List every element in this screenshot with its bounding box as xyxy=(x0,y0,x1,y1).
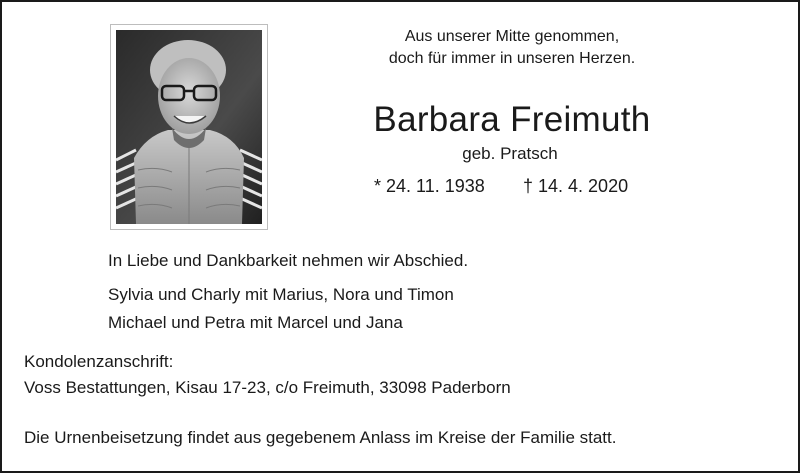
portrait-photo xyxy=(116,30,262,224)
death-date: † 14. 4. 2020 xyxy=(523,176,629,196)
motto-line-2: doch für immer in unseren Herzen. xyxy=(388,50,636,67)
farewell-text: In Liebe und Dankbarkeit nehmen wir Abschied. xyxy=(108,251,469,270)
condolence-label: Kondolenzanschrift: xyxy=(24,352,174,371)
portrait-frame xyxy=(110,24,268,230)
condolence-address: Voss Bestattungen, Kisau 17-23, c/o Freimuth, 33098 Paderborn xyxy=(24,378,511,397)
motto-line-1: Aus unserer Mitte genommen, xyxy=(404,28,620,45)
deceased-name: Barbara Freimuth xyxy=(373,100,651,139)
mourner-line: Michael und Petra mit Marcel und Jana xyxy=(108,313,403,332)
burial-note: Die Urnenbeisetzung findet aus gegebenem Anlass im Kreise der Familie statt. xyxy=(24,428,617,447)
maiden-name: geb. Pratsch xyxy=(462,144,558,163)
mourner-line: Sylvia und Charly mit Marius, Nora und Timon xyxy=(108,285,454,304)
birth-date: * 24. 11. 1938 xyxy=(374,176,485,196)
